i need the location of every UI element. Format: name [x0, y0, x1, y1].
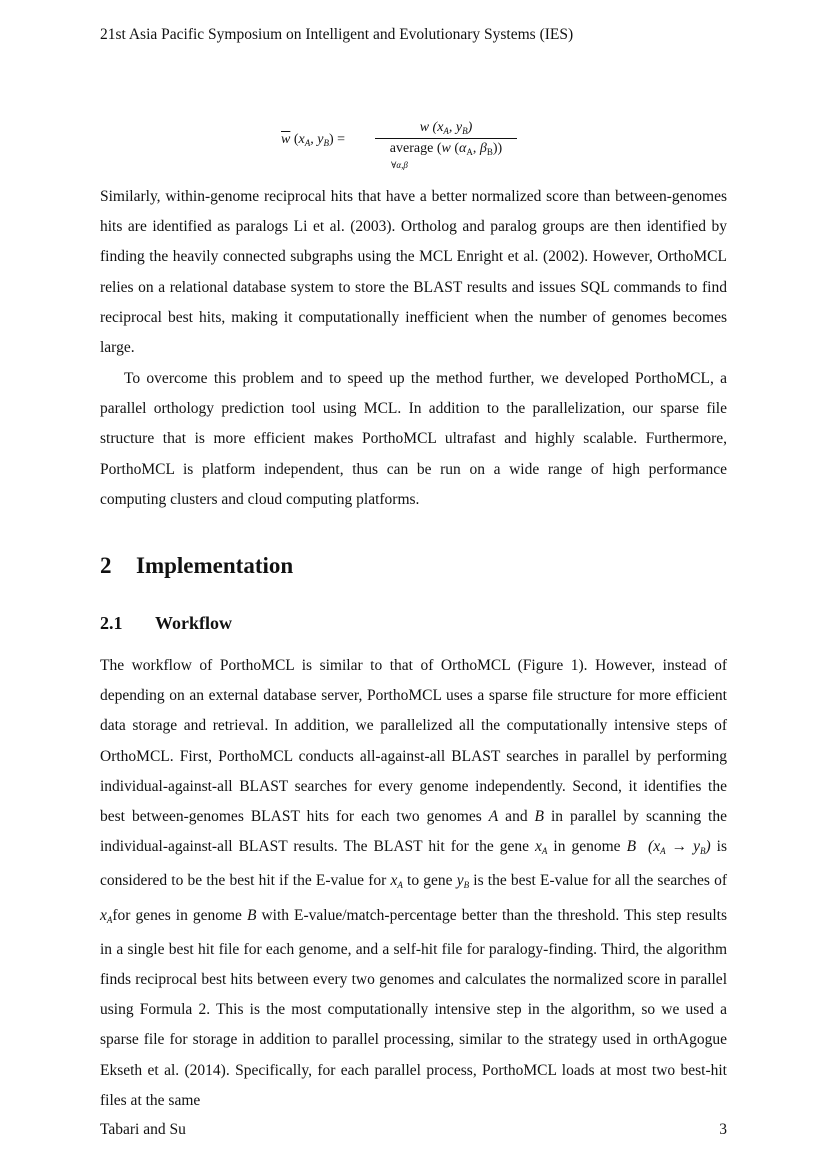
page-number: 3: [719, 1121, 727, 1138]
formula-denominator: average (w ($\alpha_A$, $\beta_B$)): [389, 141, 503, 157]
paragraph-paralogs: Similarly, within-genome reciprocal hits that have a better normalized score than between-genomes hits are identified as paralogs Li et al. (2003). Ortholog and paralog groups are then identified by finding the heavily connected subgraphs using the MCL Enright et al. (2002). However, OrthoMCL relies on a relational database system to store the BLAST results and issues SQL commands to find reciprocal best hits, making it computationally inefficient when the number of genomes becomes large.: [100, 188, 727, 357]
formula-numerator: w ($x_A$, $y_B$): [419, 120, 473, 136]
footer-authors: Tabari and Su: [100, 1121, 186, 1138]
formula-under-average: ∀α,β: [391, 160, 408, 170]
section-heading-implementation: 2 Implementation: [100, 553, 294, 578]
paragraph-workflow: The workflow of PorthoMCL is similar to that of OrthoMCL (Figure 1). However, instead of depending on an external database server, PorthoMCL uses a sparse file structure for more efficient data storage and retrieval. In addition, we parallelized all the computationally intensive steps of OrthoMCL. First, PorthoMCL conducts all-against-all BLAST searches in parallel by performing individual-against-all BLAST searches for every genome independently. Second, it identifies the best between-genomes BLAST hits for each two genomes A and B in parallel by scanning the individual-against-all BLAST results. The BLAST hit for the gene $x_A$ in genome B $(x_A \to y_B)$ is considered to be the best hit if the E-value for $x_A$ to gene $y_B$ is the best E-value for all the searches of $x_Afor$ genes in genome B with E-value/match-percentage better than the threshold. This step results in a single best hit file for each genome, and a self-hit file for paralogy-finding. Third, the algorithm finds reciprocal best hits between every two genomes and calculates the normalized score in parallel using Formula 2. This is the most computationally intensive step in the algorithm, so we used a sparse file for storage in addition to parallel processing, similar to the strategy used in orthAgogue Ekseth et al. (2014). Specifically, for each parallel process, PorthoMCL loads at most two best-hit files at the same: [100, 657, 727, 1109]
formula-fraction: [375, 118, 517, 170]
subsection-heading-workflow: 2.1 Workflow: [100, 613, 233, 633]
formula-lhs: $\overline{w}$ ($x_A$, $y_B$) =: [281, 132, 346, 148]
running-header: 21st Asia Pacific Symposium on Intelligent and Evolutionary Systems (IES): [100, 26, 574, 43]
paragraph-porthomcl-intro: To overcome this problem and to speed up the method further, we developed PorthoMCL, a parallel orthology prediction tool using MCL. In addition to the parallelization, our sparse file structure that is more efficient makes PorthoMCL ultrafast and highly scalable. Furthermore, PorthoMCL is platform independent, thus can be run on a wide range of high performance computing clusters and cloud computing platforms.: [100, 370, 727, 508]
